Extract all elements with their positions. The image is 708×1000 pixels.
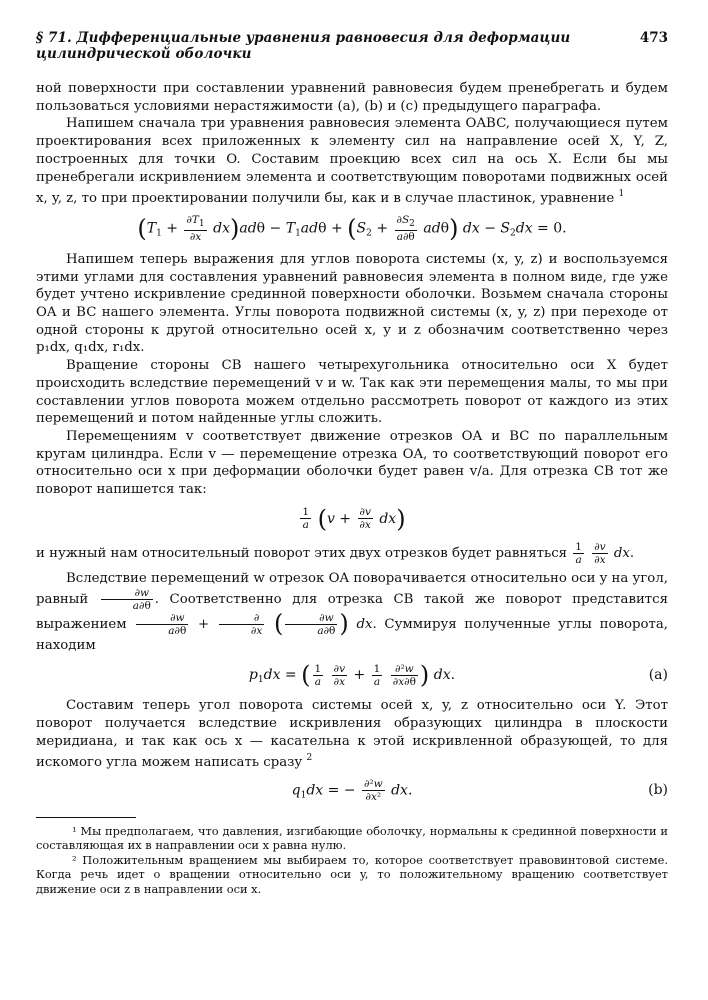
paragraph-5: Перемещениям v соответствует движение отрезков OA и BC по параллельным кругам цилиндра. Если v — перемещение отрезка OA, то соответствующий поворот его относительно оси x при деформации оболочки будет равен v/a. Для отрезка CB тот же поворот напишется так: <box>36 428 668 498</box>
paragraph-6: и нужный нам относительный поворот этих двух отрезков будет равняться $\frac{1}{a}$ $\frac{\partial v}{\partial x}$ dx. <box>36 540 635 566</box>
paragraph-2-text: Напишем сначала три уравнения равновесия элемента OABC, получающиеся путем проектирования всех приложенных к элементу сил на направление осей X, Y, Z, построенных для точки O. Составим проекцию всех сил на ось X. Если бы мы пренебрегали искривлением элемента и соответствующим поворотами подвижных осей x, y, z, то при проектировании получили бы, как и в случае пластинок, уравнение <box>36 116 668 207</box>
page-body <box>36 80 668 896</box>
paragraph-7-text-b: . Соответственно для отрезка CB такой же поворот представится выражением <box>36 592 668 633</box>
footnote-ref-1: 1 <box>618 189 625 200</box>
paragraph-4: Вращение стороны CB нашего четырехугольника относительно оси X будет происходить вследствие перемещений v и w. Так как эти перемещения малы, то мы при составлении углов поворота можем отдельно рассмотреть поворот от каждого из этих перемещений и потом найденные углы сложить. <box>36 358 668 427</box>
paragraph-2 <box>36 115 668 208</box>
equation-rotation-cb: $\frac{1}{a}$ (v + $\frac{\partial v}{\partial x}$ dx) <box>302 504 406 533</box>
paragraph-7-text-a: Вследствие перемещений w отрезок OA поворачивается относительно оси y на угол, равный <box>36 570 668 608</box>
equation-b: $q_1dx$ = − $\frac{\text{∂²w}}{\text{∂x²}}$ dx. (b) <box>291 777 668 803</box>
paragraph-6-text: и нужный нам относительный поворот этих двух отрезков будет равняться <box>36 545 568 561</box>
footnote-2: ² Положительным вращением мы выбираем то, которое соответствует правовинтовой системе. Когда речь идет о вращении относительно оси y, то положительному вращению соответствует движение оси z в направлении оси x. <box>36 852 668 896</box>
equation-number-b: (b) <box>648 782 668 799</box>
paragraph-7-text-c: . Суммируя полученные углы поворота, находим <box>36 617 668 654</box>
equation-a: $p_1dx$ = ( $\frac{1}{a}$ $\frac{\partial v}{\partial x}$ + $\frac{1}{a}$ $\frac{\text{∂²w}}{\partial x\partial\theta}$ ) dx. (a) <box>248 661 668 690</box>
paragraph-8-text: Составим теперь угол поворота системы осей x, y, z относительно оси Y. Этот поворот получается вследствие искривления образующих цилиндра в плоскости меридиана, и так как ось x — касательна к этой искривленной образующей, то для искомого угла можем написать сразу <box>36 698 668 771</box>
footnote-divider <box>36 817 136 818</box>
footnote-1: ¹ Мы предполагаем, что давления, изгибающие оболочку, нормальны к срединной поверхности и составляющая их в направлении оси x равна нулю. <box>36 823 668 853</box>
paragraph-7: Вследствие перемещений w отрезок OA поворачивается относительно оси y на угол, равный $\frac{\partial w}{a\partial\theta}$ . Соответственно для отрезка CB такой же поворот представится выражением $\frac{\partial w}{a\partial\theta}$ + $\frac{\partial}{\partial x}$ ( $\frac{\partial w}{a\partial\theta}$ ) dx. Суммируя полученные углы поворота, находим <box>36 570 668 654</box>
paragraph-8 <box>36 697 668 772</box>
equation-projection-x: ($T_1$ + $\frac{\partial T_1}{\partial x}$ $dx)ad\theta - T_1ad\theta + (S_2$ + $\frac{\partial S_2}{a\partial\theta}$ adθ) dx − $S_2dx = 0$. <box>137 213 567 243</box>
section-title: § 71. Дифференциальные уравнения равновесия для деформации цилиндрической оболочки <box>36 30 571 62</box>
book-page <box>36 30 668 896</box>
paragraph-3: Напишем теперь выражения для углов поворота системы (x, y, z) и воспользуемся этими углами для составления уравнений равновесия элемента в полном виде, где уже будет учтено искривление срединной поверхности оболочки. Возьмем сначала стороны OA и BC нашего элемента. Углы поворота подвижной системы (x, y, z) при переходе от одной стороны к другой относительно осей x, y и z обозначим соответственно через p₁dx, q₁dx, r₁dx. <box>36 251 668 356</box>
paragraph-1: ной поверхности при составлении уравнений равновесия будем пренебрегать и будем пользоваться условиями нерастяжимости (a), (b) и (c) предыдущего параграфа. <box>36 81 668 114</box>
footnote-ref-2: 2 <box>306 753 313 764</box>
page-number: 473 <box>639 30 668 46</box>
equation-number-a: (a) <box>648 667 668 684</box>
running-header <box>36 30 668 62</box>
